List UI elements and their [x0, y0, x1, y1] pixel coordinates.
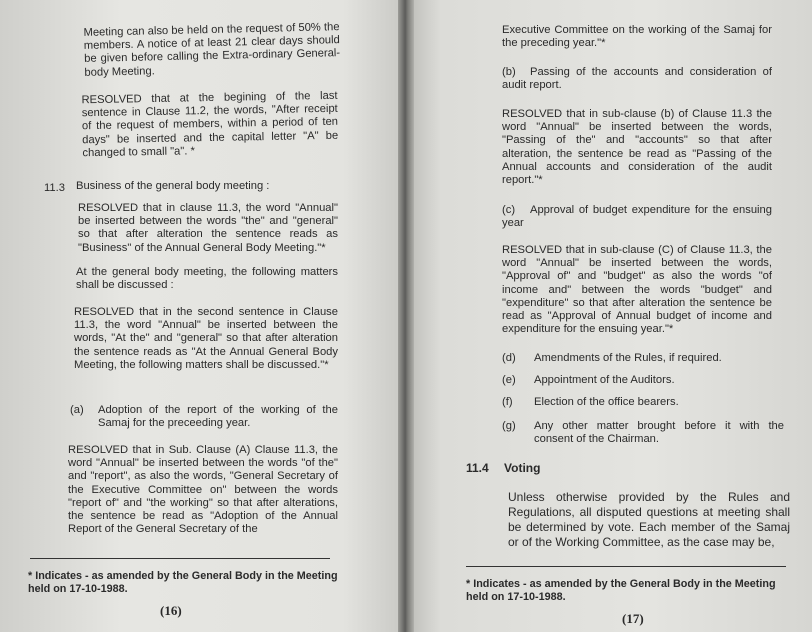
item-d-text: Amendments of the Rules, if required.: [534, 352, 722, 364]
item-a-text: Adoption of the report of the working of the Samaj for the preceeding year.: [98, 404, 338, 430]
item-f-text: Election of the office bearers.: [534, 396, 679, 408]
item-c-label: (c): [502, 204, 516, 216]
right-footnote-rule: [466, 566, 786, 567]
section-number-11-4: 11.4: [466, 461, 489, 475]
left-page: [0, 0, 404, 632]
left-footnote-rule: [30, 558, 330, 559]
left-para-4: At the general body meeting, the following matters shall be discussed :: [76, 266, 338, 292]
right-page-number: (17): [622, 611, 644, 626]
right-footnote: * Indicates - as amended by the General Body in the Meeting held on 17-10-1988.: [466, 578, 776, 603]
item-g-label: (g): [502, 420, 516, 432]
item-f-label: (f): [502, 396, 513, 408]
right-para-1: Executive Committee on the working of the Samaj for the preceding year."*: [502, 24, 772, 50]
left-page-number: (16): [160, 603, 182, 618]
item-d-label: (d): [502, 352, 516, 364]
right-para-2: RESOLVED that in sub-clause (b) of Clause 11.3 the word "Annual" be inserted between the words, "Passing of the" and "accounts" so that after alteration, the sentence be read as "Passing of the Annual accounts and consideration of the audit report."*: [502, 108, 772, 187]
item-e-label: (e): [502, 374, 516, 386]
item-b-label: (b): [502, 66, 516, 78]
left-para-1: Meeting can also be held on the request of 50% the members. A notice of at least 21 clear days should be given before calling the Extra-ordinary General-body Meeting.: [83, 21, 341, 79]
book-gutter: [398, 0, 414, 632]
right-page: [408, 0, 812, 632]
item-e-text: Appointment of the Auditors.: [534, 374, 675, 386]
right-para-3: RESOLVED that in sub-clause (C) of Clause 11.3, the word "Annual" be inserted between the words, "Approval of" and "budget" as also the words "of income and" between the words "budget" and "expenditure" so that after alteration the sentence be read as "Approval of Annual budget of income and expenditure for the ensuing year."*: [502, 244, 772, 336]
right-para-4: Unless otherwise provided by the Rules and Regulations, all disputed questions at meeting shall be determined by vote. Each member of the Samaj or of the Working Committee, as the case may be,: [508, 490, 790, 549]
item-g-text: Any other matter brought before it with the consent of the Chairman.: [534, 420, 784, 446]
item-c-text: Approval of budget expenditure for the ensuing year: [502, 204, 772, 230]
left-para-6: RESOLVED that in Sub. Clause (A) Clause 11.3, the word "Annual" be inserted between the words "of the" and "report", as also the words, "General Secretary of the Executive Committee on" between the words "report of" and "the working" so that after alterations, the sentence be read as "Adoption of the Annual Report of the General Secretary of the: [68, 444, 338, 536]
left-para-2: RESOLVED that at the begining of the last sentence in Clause 11.2, the words, "After receipt of the request of members, within a period of ten days" be inserted and the capital letter "A" be changed to small "a". *: [81, 89, 339, 160]
section-number-11-3: 11.3: [44, 182, 65, 194]
left-footnote: * Indicates - as amended by the General Body in the Meeting held on 17-10-1988.: [28, 570, 338, 595]
section-title-11-3: Business of the general body meeting :: [76, 180, 270, 192]
left-para-5: RESOLVED that in the second sentence in Clause 11.3, the word "Annual" be inserted between the words, "At the" and "general" so that after alteration the sentence reads as "At the Annual General Body Meeting, the following matters shall be discussed."*: [74, 306, 338, 371]
left-para-3: RESOLVED that in clause 11.3, the word "Annual" be inserted between the words "the" and "general" so that after alteration the sentence reads as "Business" of the Annual General Body Meeting."*: [78, 202, 338, 254]
item-b-text: Passing of the accounts and consideration of audit report.: [502, 66, 772, 92]
item-a-label: (a): [70, 404, 84, 416]
section-title-11-4: Voting: [504, 461, 541, 475]
